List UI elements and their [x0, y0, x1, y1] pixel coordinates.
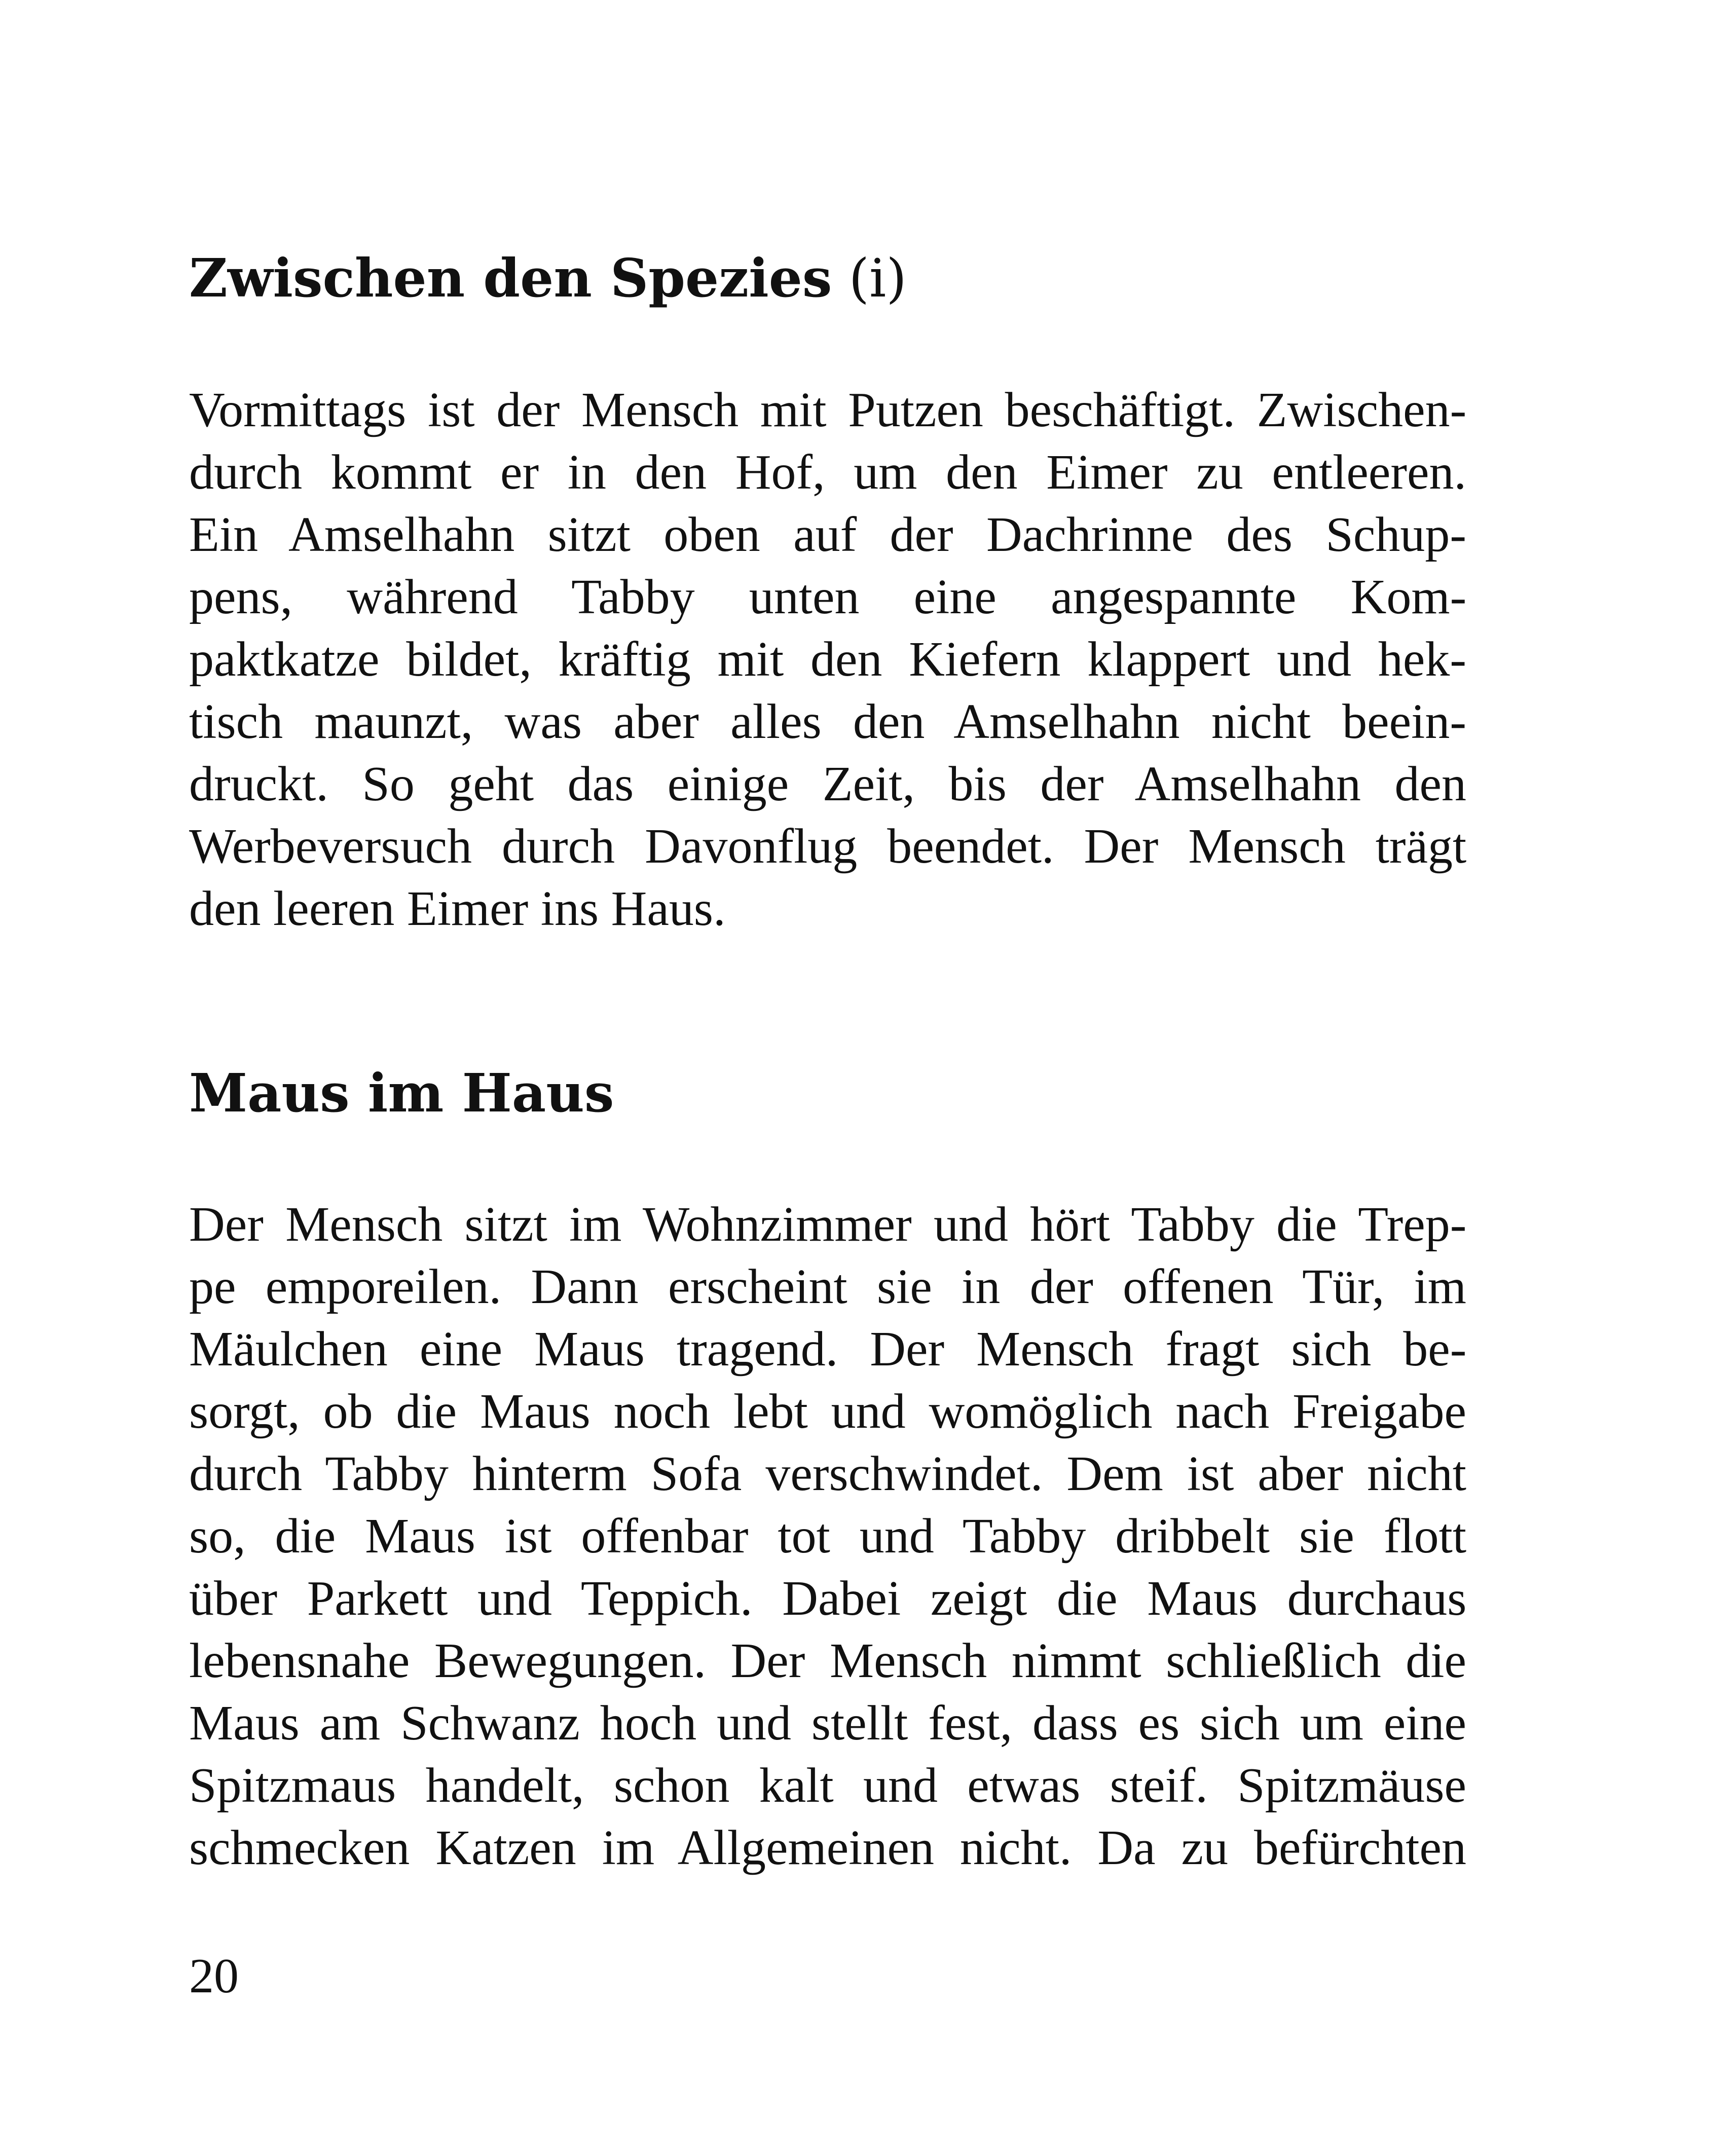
text-line: sorgt, ob die Maus noch lebt und womöglich nach Freigabe: [189, 1384, 1466, 1439]
text-line: druckt. So geht das einige Zeit, bis der Amselhahn den: [189, 757, 1466, 811]
text-line: pe emporeilen. Dann erscheint sie in der offenen Tür, im: [189, 1259, 1466, 1314]
text-line: schmecken Katzen im Allgemeinen nicht. Da zu befürchten: [189, 1821, 1466, 1875]
text-line: Werbeversuch durch Davonflug beendet. Der Mensch trägt: [189, 819, 1467, 874]
paragraph-maus-im-haus: [189, 1194, 1466, 1879]
text-line: Maus am Schwanz hoch und stellt fest, dass es sich um eine: [189, 1696, 1466, 1751]
section-heading-maus-im-haus: [189, 1062, 614, 1124]
page-number: 20: [189, 1949, 239, 2003]
text-line: pens, während Tabby unten eine angespannte Kom-: [189, 570, 1467, 624]
text-line: so, die Maus ist offenbar tot und Tabby dribbelt sie flott: [189, 1509, 1467, 1564]
text-line: Spitzmaus handelt, schon kalt und etwas steif. Spitzmäuse: [189, 1758, 1466, 1813]
text-line: tisch maunzt, was aber alles den Amselhahn nicht beein-: [189, 694, 1466, 749]
text-line: paktkatze bildet, kräftig mit den Kiefern klappert und hek-: [189, 632, 1467, 687]
text-line: lebensnahe Bewegungen. Der Mensch nimmt schließlich die: [189, 1633, 1466, 1688]
text-line: durch kommt er in den Hof, um den Eimer zu entleeren.: [189, 445, 1466, 500]
text-line: den leeren Eimer ins Haus.: [189, 881, 726, 936]
text-line: Vormittags ist der Mensch mit Putzen beschäftigt. Zwischen-: [189, 383, 1467, 437]
text-line: Ein Amselhahn sitzt oben auf der Dachrinne des Schup-: [189, 507, 1466, 562]
heading-title: Maus im Haus: [189, 1062, 614, 1124]
text-line: Der Mensch sitzt im Wohnzimmer und hört Tabby die Trep-: [189, 1197, 1467, 1252]
section-heading-zwischen-den-spezies: [189, 247, 907, 309]
text-line: durch Tabby hinterm Sofa verschwindet. Dem ist aber nicht: [189, 1446, 1466, 1501]
paragraph-zwischen-den-spezies: [189, 379, 1466, 940]
heading-title: Zwischen den Spezies: [189, 247, 832, 309]
text-line: Mäulchen eine Maus tragend. Der Mensch fragt sich be-: [189, 1322, 1467, 1377]
text-line: über Parkett und Teppich. Dabei zeigt die Maus durchaus: [189, 1571, 1467, 1626]
heading-suffix: (i): [832, 247, 907, 309]
